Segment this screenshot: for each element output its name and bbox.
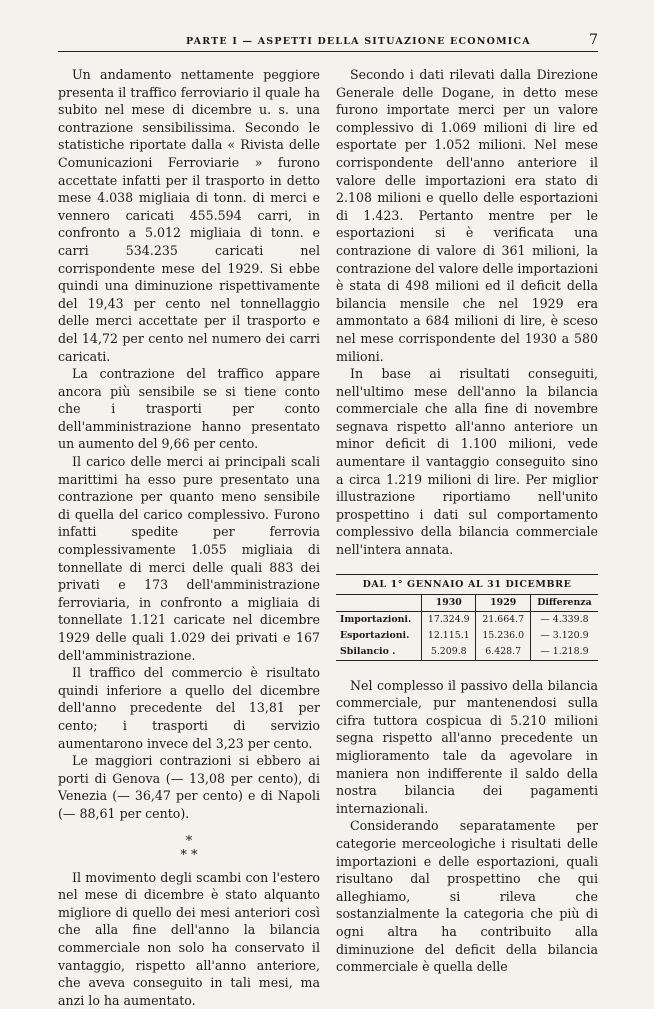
cell-1929: 6.428.7	[476, 644, 530, 661]
header-rule	[58, 51, 598, 52]
running-title: PARTE I — ASPETTI DELLA SITUAZIONE ECONOMICA	[186, 36, 531, 47]
table-row	[336, 628, 598, 644]
row-label: Esportazioni.	[340, 629, 410, 641]
row-label: Importazioni.	[340, 613, 412, 625]
left-column	[58, 66, 320, 1009]
data-table	[336, 594, 598, 661]
cell-diff: — 1.218.9	[530, 644, 598, 661]
separator-star-top: *	[185, 833, 193, 849]
cell-1930: 17.324.9	[422, 611, 476, 628]
table-header-diff: Differenza	[530, 594, 598, 611]
table-caption: DAL 1° GENNAIO AL 31 DICEMBRE	[362, 578, 572, 590]
trade-balance-table	[336, 574, 598, 661]
paragraph: Il movimento degli scambi con l'estero nel mese di dicembre è stato alquanto migliore di quello dei mesi anteriori così che alla fine dell'anno la bilancia commerciale non solo ha conservato il vantaggio, rispetto all'anno anteriore, che aveva conseguito in tali mesi, ma anzi lo ha aumentato.	[58, 869, 320, 1008]
table-header-blank	[336, 594, 422, 611]
paragraph: Il carico delle merci ai principali scali marittimi ha esso pure presentato una contrazione per quanto meno sensibile di quella del carico complessivo. Furono infatti spedite per ferrovia complessivamente 1.055 migliaia di tonnellate di merci delle quali 883 dei privati e 173 dell'amministrazione ferroviaria, in confronto a migliaia di tonnellate 1.121 caricate nel dicembre 1929 delle quali 1.029 dei privati e 167 dell'amministrazione.	[58, 454, 320, 663]
cell-1930: 5.209.8	[422, 644, 476, 661]
table-row	[336, 611, 598, 628]
cell-1929: 21.664.7	[476, 611, 530, 628]
right-column	[336, 66, 598, 976]
table-header-1930: 1930	[422, 594, 476, 611]
paragraph: Le maggiori contrazioni si ebbero ai porti di Genova (— 13,08 per cento), di Venezia (— 36,47 per cento) e di Napoli (— 88,61 per cento).	[58, 753, 320, 821]
cell-1930: 12.115.1	[422, 628, 476, 644]
paragraph: Il traffico del commercio è risultato quindi inferiore a quello del dicembre dell'anno precedente del 13,81 per cento; i trasporti di servizio aumentarono invece del 3,23 per cento.	[58, 665, 320, 751]
cell-1929: 15.236.0	[476, 628, 530, 644]
cell-diff: — 4.339.8	[530, 611, 598, 628]
paragraph: Un andamento nettamente peggiore presenta il traffico ferroviario il quale ha subito nel mese di dicembre u. s. una contrazione sensibilissima. Secondo le statistiche riportate dalla « Rivista delle Comunicazioni Ferroviarie » furono accettate infatti per il trasporto in detto mese 4.038 migliaia di tonn. di merci e vennero caricati 455.594 carri, in confronto a 5.012 migliaia di tonn. e carri 534.235 caricati nel corrispondente mese del 1929. Si ebbe quindi una diminuzione rispettivamente del 19,43 per cento nel tonnellaggio delle merci accettate per il trasporto e del 14,72 per cento nel numero dei carri caricati.	[58, 67, 320, 364]
paragraph: Considerando separatamente per categorie merceologiche i risultati delle importazioni e delle esportazioni, quali risultano dal prospettino che qui alleghiamo, si rileva che sostanzialmente la categoria che più di ogni altra ha contribuito alla diminuzione del deficit della bilancia commerciale è quella delle	[336, 818, 598, 975]
cell-diff: — 3.120.9	[530, 628, 598, 644]
table-header-1929: 1929	[476, 594, 530, 611]
separator-star-bottom: * *	[180, 847, 198, 863]
table-row	[336, 644, 598, 661]
paragraph: La contrazione del traffico appare ancora più sensibile se si tiene conto che i trasporti per conto dell'amministrazione hanno presentato un aumento del 9,66 per cento.	[58, 366, 320, 452]
paragraph: Nel complesso il passivo della bilancia commerciale, pur mantenendosi sulla cifra tuttora cospicua di 5.210 milioni segna rispetto all'anno precedente un miglioramento tale da agevolare in maniera non indifferente il saldo della nostra bilancia dei pagamenti internazionali.	[336, 677, 598, 816]
section-separator	[58, 835, 320, 863]
row-label: Sbilancio .	[336, 644, 422, 661]
paragraph: In base ai risultati conseguiti, nell'ultimo mese dell'anno la bilancia commerciale che alla fine di novembre segnava rispetto all'anno anteriore un minor deficit di 1.100 milioni, vede aumentare il vantaggio conseguito sino a circa 1.219 milioni di lire. Per miglior illustrazione riportiamo nell'unito prospettino i dati sul comportamento complessivo della bilancia commerciale nell'intera annata.	[336, 366, 598, 558]
running-header	[58, 30, 598, 52]
paragraph: Secondo i dati rilevati dalla Direzione Generale delle Dogane, in detto mese furono importate merci per un valore complessivo di 1.069 milioni di lire ed esportate per 1.052 milioni. Nel mese corrispondente dell'anno anteriore il valore delle importazioni era stato di 2.108 milioni e quello delle esportazioni di 1.423. Pertanto mentre per le esportazioni si è verificata una contrazione di valore di 361 milioni, la contrazione del valore delle importazioni è stata di 498 milioni ed il deficit della bilancia mensile che nel 1929 era ammontato a 684 milioni di lire, è sceso nel mese corrispondente del 1930 a 580 milioni.	[336, 67, 599, 364]
page-number: 7	[589, 32, 598, 48]
